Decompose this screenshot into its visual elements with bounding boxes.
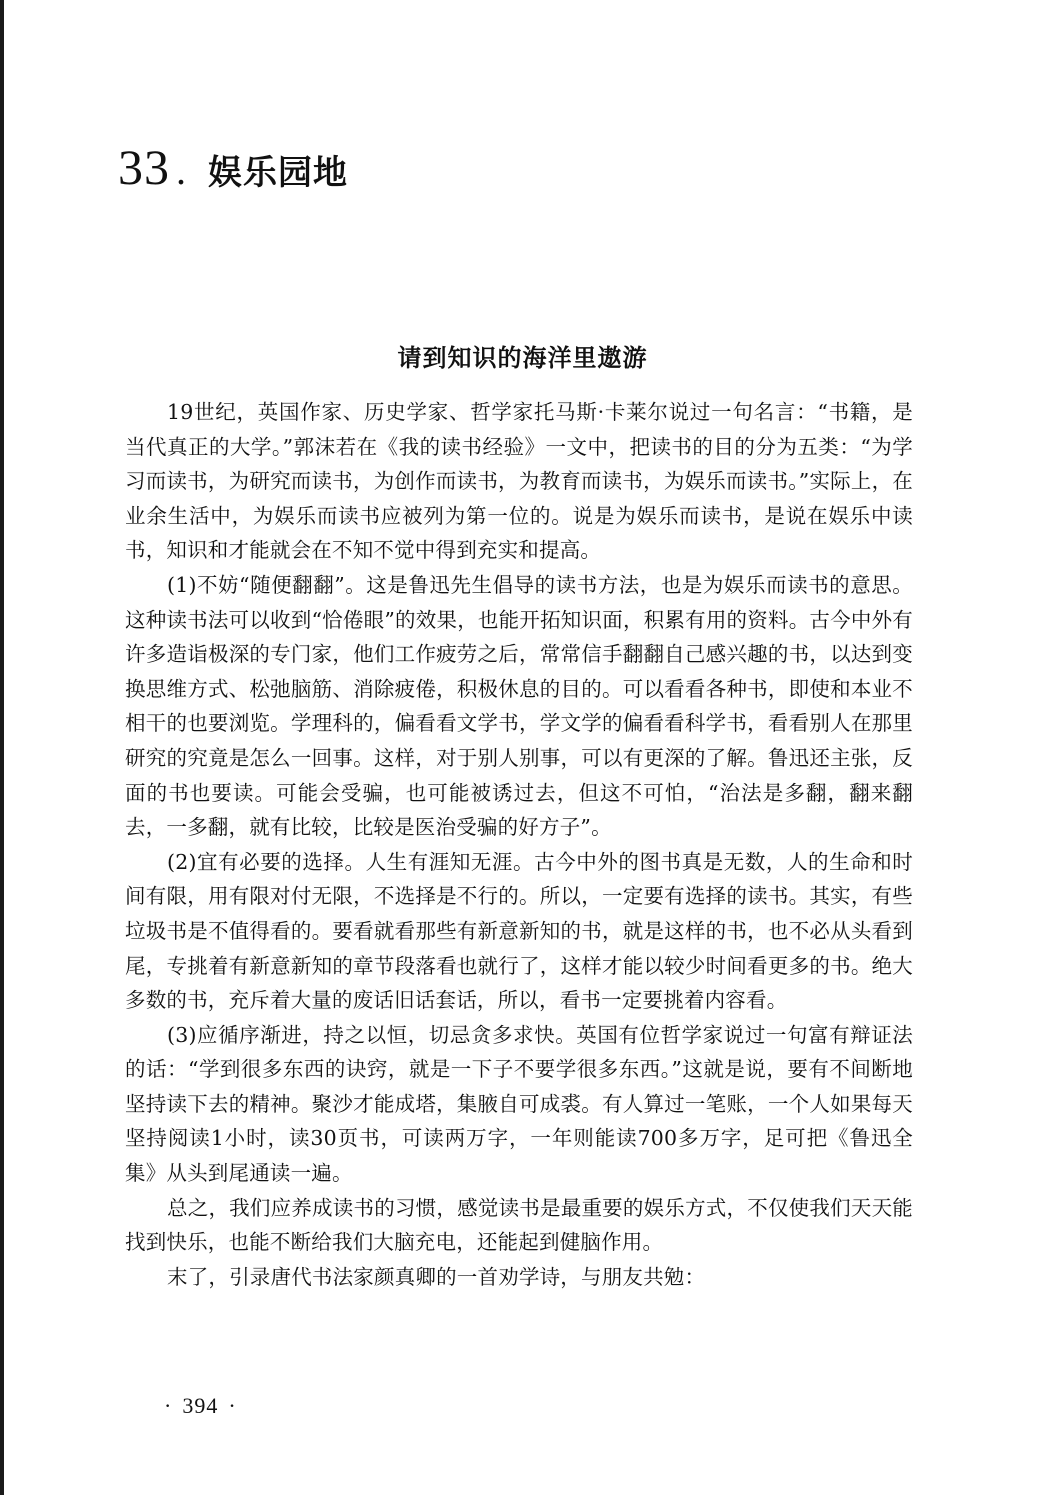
- page-edge-line: [0, 0, 4, 1495]
- paragraph-point-2: (2)宜有必要的选择。人生有涯知无涯。古今中外的图书真是无数，人的生命和时间有限，用有限对付无限，不选择是不行的。所以，一定要有选择的读书。其实，有些垃圾书是不值得看的。要看就看那些有新意新知的书，就是这样的书，也不必从头看到尾，专挑着有新意新知的章节段落看也就行了，这样才能以较少时间看更多的书。绝大多数的书，充斥着大量的废话旧话套话，所以，看书一定要挑着内容看。: [125, 849, 913, 1013]
- chapter-number: 33: [118, 139, 170, 195]
- section-title: 请到知识的海洋里遨游: [397, 344, 648, 372]
- chapter-number-dot: .: [176, 148, 186, 193]
- paragraph-point-1: (1)不妨“随便翻翻”。这是鲁迅先生倡导的读书方法，也是为娱乐而读书的意思。这种读书法可以收到“恰倦眼”的效果，也能开拓知识面，积累有用的资料。古今中外有许多造诣极深的专门家，他们工作疲劳之后，常常信手翻翻自己感兴趣的书，以达到变换思维方式、松弛脑筋、消除疲倦，积极休息的目的。可以看看各种书，即使和本业不相干的也要浏览。学理科的，偏看看文学书，学文学的偏看看科学书，看看别人在那里研究的究竟是怎么一回事。这样，对于别人别事，可以有更深的了解。鲁迅还主张，反面的书也要读。可能会受骗，也可能被诱过去，但这不可怕，“治法是多翻，翻来翻去，一多翻，就有比较，比较是医治受骗的好方子”。: [125, 572, 913, 840]
- footer-dot-right: ·: [228, 1393, 237, 1418]
- paragraph-intro: 19世纪，英国作家、历史学家、哲学家托马斯·卡莱尔说过一句名言：“书籍，是当代真正的大学。”郭沫若在《我的读书经验》一文中，把读书的目的分为五类：“为学习而读书，为研究而读书，为创作而读书，为教育而读书，为娱乐而读书。”实际上，在业余生活中，为娱乐而读书应被列为第一位的。说是为娱乐而读书，是说在娱乐中读书，知识和才能就会在不知不觉中得到充实和提高。: [125, 400, 913, 563]
- paragraph-point-3: (3)应循序渐进，持之以恒，切忌贪多求快。英国有位哲学家说过一句富有辩证法的话：“学到很多东西的诀窍，就是一下子不要学很多东西。”这就是说，要有不间断地坚持读下去的精神。聚沙才能成塔，集腋自可成裘。有人算过一笔账，一个人如果每天坚持阅读1小时，读30页书，可读两万字，一年则能读700多万字，足可把《鲁迅全集》从头到尾通读一遍。: [125, 1022, 913, 1186]
- page-number: 394: [182, 1393, 219, 1418]
- footer-dot-left: ·: [164, 1393, 173, 1418]
- body-text: [125, 395, 913, 1294]
- paragraph-summary: 总之，我们应养成读书的习惯，感觉读书是最重要的娱乐方式，不仅使我们天天能找到快乐，也能不断给我们大脑充电，还能起到健脑作用。: [125, 1195, 913, 1255]
- page-footer: [154, 1393, 247, 1419]
- paragraph-closing: 末了，引录唐代书法家颜真卿的一首劝学诗，与朋友共勉：: [167, 1264, 706, 1289]
- chapter-title: 娱乐园地: [208, 153, 348, 193]
- chapter-heading: [118, 138, 348, 196]
